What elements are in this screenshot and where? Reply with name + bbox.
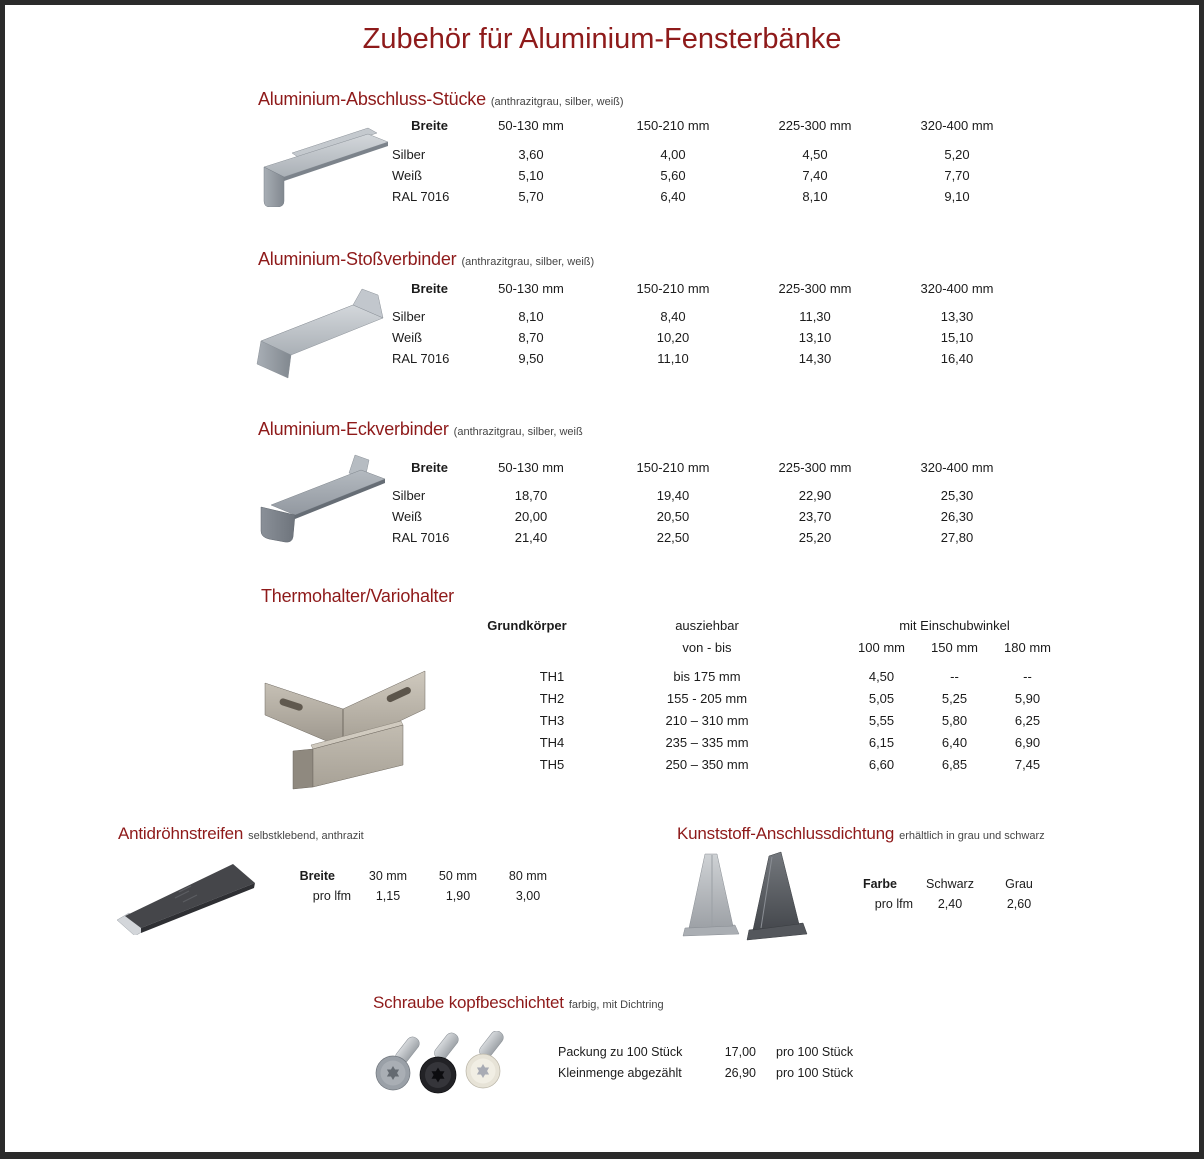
price-cell: 2,60 (1006, 897, 1032, 911)
eck-col-1: 50-130 mm (498, 460, 564, 475)
stoss-col-4: 320-400 mm (920, 281, 994, 296)
price-cell: 20,00 (514, 509, 548, 524)
thermo-col-einschubwinkel: mit Einschubwinkel (899, 618, 1010, 633)
dichtung-col-farbe: Farbe (862, 877, 897, 891)
abschluss-col-1: 50-130 mm (498, 118, 564, 133)
price-cell: 20,50 (656, 509, 690, 524)
abschluss-col-breite: Breite (411, 118, 448, 133)
price-cell: -- (950, 669, 959, 684)
section-antidroehn-subtitle: selbstklebend, anthrazit (248, 830, 364, 842)
price-cell: 8,10 (802, 189, 828, 204)
stoss-product-image (237, 281, 392, 381)
price-cell: 22,90 (798, 488, 832, 503)
price-cell: 6,90 (1014, 735, 1041, 750)
thermo-row-label: TH2 (539, 691, 565, 706)
price-cell: 11,30 (799, 309, 831, 324)
stoss-table-header (389, 281, 1028, 297)
section-stoss-subtitle: (anthrazitgrau, silber, weiß) (461, 256, 595, 268)
thermo-row-label: TH5 (539, 757, 565, 772)
unit-cell: pro 100 Stück (776, 1045, 854, 1059)
eck-table-header (389, 460, 1028, 476)
price-cell: 27,80 (940, 530, 974, 545)
unit-cell: pro 100 Stück (776, 1066, 854, 1080)
price-cell: 5,80 (941, 713, 968, 728)
price-cell: 1,90 (445, 889, 471, 903)
table-row-label: Silber (392, 147, 426, 162)
price-cell: 11,10 (657, 351, 689, 366)
price-cell: 21,40 (514, 530, 548, 545)
price-cell: 5,60 (660, 168, 686, 183)
price-cell: 5,10 (518, 168, 544, 183)
antidroehn-col-breite: Breite (299, 869, 335, 883)
antidroehn-col-2: 50 mm (438, 869, 478, 883)
price-cell: 17,00 (724, 1045, 756, 1059)
thermo-range: bis 175 mm (673, 669, 741, 684)
abschluss-table-header (389, 118, 1028, 134)
price-cell: 5,70 (518, 189, 544, 204)
abschluss-col-4: 320-400 mm (920, 118, 994, 133)
table-row-label: Weiß (392, 330, 423, 345)
abschluss-col-2: 150-210 mm (636, 118, 710, 133)
section-abschluss-heading (258, 89, 624, 110)
section-schraube-title: Schraube kopfbeschichtet (373, 993, 564, 1012)
stoss-col-2: 150-210 mm (636, 281, 710, 296)
table-row-label: RAL 7016 (392, 351, 450, 366)
thermo-col-150mm: 150 mm (931, 640, 978, 655)
eck-table-body (389, 485, 1028, 548)
price-cell: 7,70 (944, 168, 970, 183)
price-cell: 4,00 (660, 147, 686, 162)
price-cell: 4,50 (868, 669, 895, 684)
section-thermo-heading (261, 586, 454, 607)
price-cell: 2,40 (937, 897, 963, 911)
price-cell: 6,85 (941, 757, 968, 772)
section-eck-heading (258, 419, 583, 440)
dichtung-table-header (833, 874, 1053, 894)
price-cell: 9,10 (944, 189, 970, 204)
schraube-product-image (363, 1031, 515, 1099)
price-cell: 16,40 (940, 351, 974, 366)
price-cell: 15,10 (940, 330, 974, 345)
antidroehn-col-3: 80 mm (508, 869, 548, 883)
thermo-range: 155 - 205 mm (666, 691, 748, 706)
price-cell: 26,90 (724, 1066, 756, 1080)
eck-col-breite: Breite (411, 460, 448, 475)
table-row-label: Silber (392, 309, 426, 324)
price-cell: 26,30 (940, 509, 974, 524)
price-cell: -- (1023, 669, 1032, 684)
price-cell: 13,10 (798, 330, 832, 345)
thermo-row-label: TH3 (539, 713, 565, 728)
thermo-range: 210 – 310 mm (665, 713, 749, 728)
price-cell: 13,30 (940, 309, 974, 324)
schraube-table (558, 1042, 886, 1084)
thermo-table-header (487, 615, 1064, 659)
price-cell: 7,40 (802, 168, 828, 183)
thermo-range: 235 – 335 mm (665, 735, 749, 750)
section-stoss-heading (258, 249, 594, 270)
table-row-label: RAL 7016 (392, 530, 450, 545)
thermo-col-180mm: 180 mm (1004, 640, 1051, 655)
eck-col-2: 150-210 mm (636, 460, 710, 475)
stoss-col-1: 50-130 mm (498, 281, 564, 296)
eck-col-3: 225-300 mm (778, 460, 852, 475)
price-cell: 8,40 (660, 309, 686, 324)
stoss-col-breite: Breite (411, 281, 448, 296)
price-cell: 8,10 (518, 309, 544, 324)
thermo-row-label: TH4 (539, 735, 565, 750)
stoss-col-3: 225-300 mm (778, 281, 852, 296)
price-cell: 5,90 (1014, 691, 1041, 706)
price-cell: 10,20 (656, 330, 690, 345)
section-antidroehn-title: Antidröhnstreifen (118, 824, 244, 843)
price-cell: 6,40 (660, 189, 686, 204)
price-cell: 6,15 (868, 735, 895, 750)
thermo-col-grundkoerper: Grundkörper (487, 618, 567, 633)
price-cell: 4,50 (802, 147, 828, 162)
price-cell: 18,70 (514, 488, 548, 503)
page-title: Zubehör für Aluminium-Fensterbänke (362, 23, 842, 55)
abschluss-product-image (250, 115, 390, 207)
abschluss-table-body (389, 144, 1028, 207)
table-row-label: RAL 7016 (392, 189, 450, 204)
section-dichtung-title: Kunststoff-Anschlussdichtung (677, 824, 895, 843)
section-schraube-heading (373, 993, 664, 1013)
price-cell: 5,25 (941, 691, 968, 706)
thermo-col-100mm: 100 mm (858, 640, 905, 655)
price-cell: 5,55 (868, 713, 895, 728)
price-cell: 7,45 (1014, 757, 1041, 772)
section-abschluss-subtitle: (anthrazitgrau, silber, weiß) (490, 96, 624, 108)
dichtung-row-label: pro lfm (874, 897, 913, 911)
eck-product-image (245, 447, 393, 547)
antidroehn-col-1: 30 mm (368, 869, 408, 883)
dichtung-col-grau: Grau (1005, 877, 1033, 891)
dichtung-table-body (833, 894, 1053, 914)
abschluss-col-3: 225-300 mm (778, 118, 852, 133)
price-cell: 3,00 (515, 889, 541, 903)
section-thermo-title: Thermohalter/Variohalter (261, 586, 454, 606)
dichtung-product-image (671, 848, 819, 943)
price-cell: 5,20 (944, 147, 970, 162)
thermo-range: 250 – 350 mm (665, 757, 749, 772)
thermo-col-von-bis: von - bis (682, 640, 732, 655)
stoss-table-body (389, 306, 1028, 369)
dichtung-col-schwarz: Schwarz (926, 877, 974, 891)
price-cell: 1,15 (375, 889, 401, 903)
section-eck-subtitle: (anthrazitgrau, silber, weiß (453, 426, 583, 438)
section-antidroehn-heading (118, 824, 364, 844)
schraube-row-label: Kleinmenge abgezählt (558, 1066, 682, 1080)
price-cell: 6,60 (868, 757, 895, 772)
thermo-col-ausziehbar: ausziehbar (675, 618, 739, 633)
antidroehn-row-label: pro lfm (312, 889, 351, 903)
price-cell: 25,30 (940, 488, 974, 503)
thermo-row-label: TH1 (539, 669, 565, 684)
price-cell: 23,70 (798, 509, 832, 524)
antidroehn-product-image (113, 850, 261, 935)
price-cell: 19,40 (656, 488, 690, 503)
section-dichtung-subtitle: erhältlich in grau und schwarz (899, 830, 1045, 842)
section-eck-title: Aluminium-Eckverbinder (258, 419, 449, 439)
thermo-table-body (487, 666, 1064, 776)
price-cell: 8,70 (518, 330, 544, 345)
table-row-label: Weiß (392, 509, 423, 524)
schraube-row-label: Packung zu 100 Stück (558, 1045, 683, 1059)
thermo-product-image (253, 653, 438, 791)
eck-col-4: 320-400 mm (920, 460, 994, 475)
antidroehn-table-body (283, 886, 563, 906)
price-cell: 22,50 (656, 530, 690, 545)
price-cell: 3,60 (518, 147, 544, 162)
antidroehn-table-header (283, 866, 563, 886)
price-cell: 25,20 (798, 530, 832, 545)
section-schraube-subtitle: farbig, mit Dichtring (568, 999, 664, 1011)
price-cell: 5,05 (868, 691, 895, 706)
section-abschluss-title: Aluminium-Abschluss-Stücke (258, 89, 486, 109)
price-cell: 14,30 (798, 351, 832, 366)
section-dichtung-heading (677, 824, 1045, 844)
section-stoss-title: Aluminium-Stoßverbinder (258, 249, 457, 269)
table-row-label: Silber (392, 488, 426, 503)
price-cell: 9,50 (518, 351, 544, 366)
price-cell: 6,40 (941, 735, 968, 750)
price-cell: 6,25 (1014, 713, 1041, 728)
table-row-label: Weiß (392, 168, 423, 183)
